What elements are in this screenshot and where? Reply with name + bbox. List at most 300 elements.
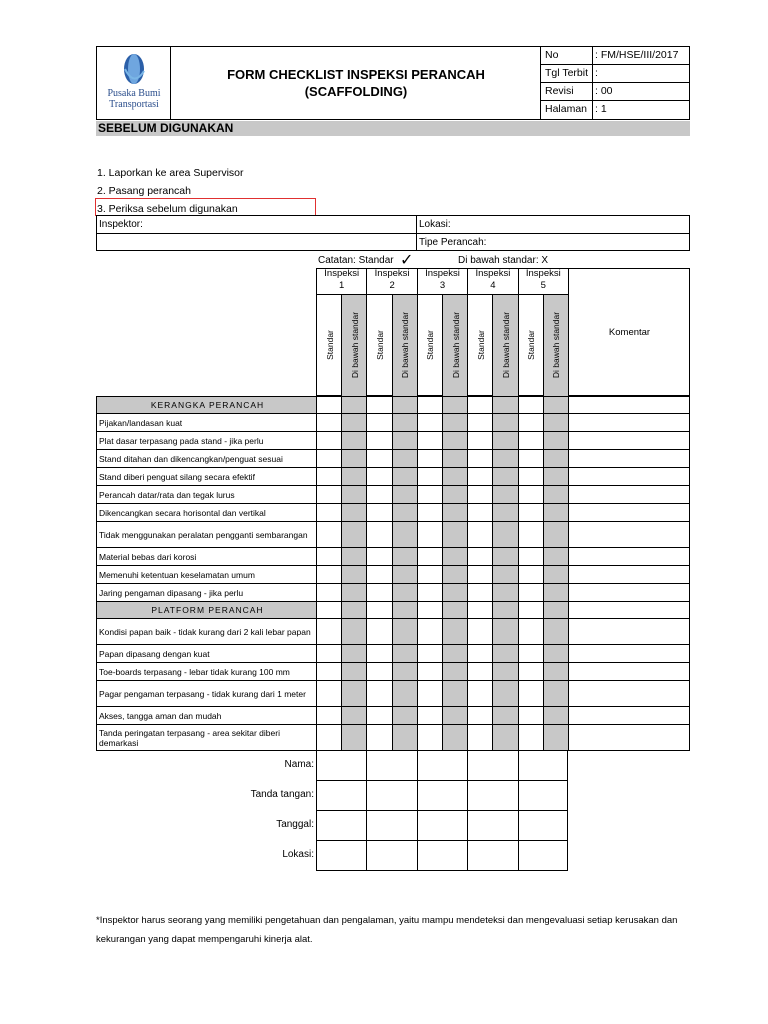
- standar-check-cell[interactable]: [518, 396, 543, 413]
- bawah-standar-check-cell[interactable]: [442, 467, 467, 485]
- check-mark-icon: ✓: [400, 252, 414, 269]
- bawah-standar-check-cell[interactable]: [392, 601, 417, 618]
- standar-check-cell[interactable]: [366, 521, 391, 547]
- bawah-standar-label: Di bawah standar: [501, 311, 511, 379]
- bawah-standar-check-cell[interactable]: [392, 413, 417, 431]
- standar-check-cell[interactable]: [366, 618, 391, 644]
- inspection-header-cell: [518, 268, 568, 294]
- signature-row-label: Lokasi:: [282, 849, 314, 860]
- group-header: KERANGKA PERANCAH: [96, 396, 316, 413]
- komentar-cell[interactable]: [568, 467, 690, 485]
- bawah-standar-check-cell[interactable]: [492, 662, 517, 680]
- checklist-item-label: Stand ditahan dan dikencangkan/penguat sesuai: [96, 449, 316, 467]
- title-line1: FORM CHECKLIST INSPEKSI PERANCAH: [227, 67, 485, 82]
- standar-check-cell[interactable]: [316, 644, 341, 662]
- standar-label: Standar: [475, 330, 486, 360]
- bawah-standar-check-cell[interactable]: [392, 680, 417, 706]
- signature-cell[interactable]: [518, 810, 568, 840]
- bawah-standar-check-cell[interactable]: [492, 565, 517, 583]
- bawah-standar-check-cell[interactable]: [492, 449, 517, 467]
- standar-check-cell[interactable]: [417, 565, 442, 583]
- signature-cell[interactable]: [518, 780, 568, 810]
- standar-check-cell[interactable]: [467, 431, 492, 449]
- standar-check-cell[interactable]: [467, 467, 492, 485]
- bawah-standar-check-cell[interactable]: [442, 413, 467, 431]
- standar-check-cell[interactable]: [467, 601, 492, 618]
- bawah-standar-check-cell[interactable]: [341, 601, 366, 618]
- bawah-standar-check-cell[interactable]: [543, 680, 568, 706]
- komentar-cell[interactable]: [568, 662, 690, 680]
- bawah-standar-check-cell[interactable]: [341, 644, 366, 662]
- komentar-cell[interactable]: [568, 644, 690, 662]
- bawah-standar-check-cell[interactable]: [341, 431, 366, 449]
- inspection-header-cell: [417, 268, 467, 294]
- standar-check-cell[interactable]: [417, 396, 442, 413]
- bawah-standar-check-cell[interactable]: [543, 431, 568, 449]
- bawah-standar-check-cell[interactable]: [442, 449, 467, 467]
- bawah-standar-check-cell[interactable]: [392, 706, 417, 724]
- standar-column-header: [366, 294, 391, 396]
- lokasi-label: Lokasi:: [419, 219, 451, 230]
- inspection-number: 3: [439, 280, 446, 291]
- standar-check-cell[interactable]: [316, 601, 341, 618]
- standar-check-cell[interactable]: [316, 706, 341, 724]
- bawah-standar-check-cell[interactable]: [442, 644, 467, 662]
- komentar-cell[interactable]: [568, 449, 690, 467]
- bawah-standar-check-cell[interactable]: [442, 583, 467, 601]
- standar-check-cell[interactable]: [417, 601, 442, 618]
- signature-cell[interactable]: [417, 750, 467, 780]
- bawah-standar-check-cell[interactable]: [543, 467, 568, 485]
- signature-cell[interactable]: [316, 780, 366, 810]
- bawah-standar-check-cell[interactable]: [341, 662, 366, 680]
- checklist-item-label: Pijakan/landasan kuat: [96, 413, 316, 431]
- bawah-standar-check-cell[interactable]: [341, 521, 366, 547]
- bawah-standar-check-cell[interactable]: [341, 618, 366, 644]
- signature-cell[interactable]: [467, 810, 517, 840]
- standar-check-cell[interactable]: [518, 521, 543, 547]
- standar-column-header: [518, 294, 543, 396]
- bawah-standar-check-cell[interactable]: [492, 413, 517, 431]
- standar-check-cell[interactable]: [417, 449, 442, 467]
- standar-check-cell[interactable]: [417, 724, 442, 750]
- signature-row-label: Tanggal:: [276, 819, 314, 830]
- bawah-standar-check-cell[interactable]: [442, 431, 467, 449]
- bawah-standar-check-cell[interactable]: [341, 485, 366, 503]
- checklist-item-label: Jaring pengaman dipasang - jika perlu: [96, 583, 316, 601]
- komentar-cell[interactable]: [568, 396, 690, 413]
- bawah-standar-check-cell[interactable]: [543, 521, 568, 547]
- checklist-item-label: Tanda peringatan terpasang - area sekitar diberi demarkasi: [96, 724, 316, 750]
- standar-check-cell[interactable]: [366, 583, 391, 601]
- meta-value: : FM/HSE/III/2017: [595, 49, 679, 61]
- standar-label: Standar: [526, 330, 537, 360]
- bawah-standar-check-cell[interactable]: [492, 618, 517, 644]
- komentar-cell[interactable]: [568, 565, 690, 583]
- standar-check-cell[interactable]: [518, 706, 543, 724]
- bawah-standar-check-cell[interactable]: [392, 521, 417, 547]
- standar-check-cell[interactable]: [518, 680, 543, 706]
- bawah-standar-check-cell[interactable]: [492, 467, 517, 485]
- meta-value: : 1: [595, 103, 607, 115]
- bawah-standar-check-cell[interactable]: [492, 431, 517, 449]
- komentar-cell[interactable]: [568, 413, 690, 431]
- bawah-standar-check-cell[interactable]: [392, 449, 417, 467]
- bawah-standar-check-cell[interactable]: [442, 396, 467, 413]
- bawah-standar-check-cell[interactable]: [341, 583, 366, 601]
- komentar-cell[interactable]: [568, 503, 690, 521]
- footnote-line1: *Inspektor harus seorang yang memiliki pengetahuan dan pengalaman, yaitu mampu mendeteksi dan mengevaluasi setiap kerusakan dan: [96, 915, 678, 926]
- meta-value: :: [595, 67, 598, 79]
- bawah-standar-check-cell[interactable]: [341, 449, 366, 467]
- inspection-header-cell: [366, 268, 416, 294]
- bawah-standar-check-cell[interactable]: [392, 565, 417, 583]
- signature-cell[interactable]: [518, 750, 568, 780]
- checklist-item-label: Stand diberi penguat silang secara efektif: [96, 467, 316, 485]
- standar-check-cell[interactable]: [467, 680, 492, 706]
- bawah-standar-check-cell[interactable]: [543, 706, 568, 724]
- standar-check-cell[interactable]: [467, 618, 492, 644]
- standar-check-cell[interactable]: [417, 413, 442, 431]
- standar-check-cell[interactable]: [467, 706, 492, 724]
- standar-check-cell[interactable]: [366, 449, 391, 467]
- bawah-standar-check-cell[interactable]: [392, 547, 417, 565]
- standar-check-cell[interactable]: [316, 583, 341, 601]
- standar-check-cell[interactable]: [366, 396, 391, 413]
- inspection-header-cell: [316, 268, 366, 294]
- standar-check-cell[interactable]: [417, 521, 442, 547]
- standar-check-cell[interactable]: [316, 485, 341, 503]
- signature-cell[interactable]: [467, 750, 517, 780]
- checklist-item-label: Papan dipasang dengan kuat: [96, 644, 316, 662]
- standar-check-cell[interactable]: [518, 547, 543, 565]
- standar-check-cell[interactable]: [417, 431, 442, 449]
- standar-check-cell[interactable]: [467, 485, 492, 503]
- standar-check-cell[interactable]: [316, 565, 341, 583]
- inspection-number: 4: [490, 280, 496, 291]
- standar-check-cell[interactable]: [518, 724, 543, 750]
- bawah-standar-check-cell[interactable]: [442, 706, 467, 724]
- meta-value: : 00: [595, 85, 613, 97]
- standar-column-header: [417, 294, 442, 396]
- bawah-standar-check-cell[interactable]: [392, 503, 417, 521]
- bawah-standar-check-cell[interactable]: [442, 618, 467, 644]
- bawah-standar-check-cell[interactable]: [442, 662, 467, 680]
- standar-check-cell[interactable]: [518, 431, 543, 449]
- bawah-standar-check-cell[interactable]: [442, 724, 467, 750]
- standar-check-cell[interactable]: [366, 601, 391, 618]
- step-item: 1. Laporkan ke area Supervisor: [97, 167, 244, 179]
- section-title: SEBELUM DIGUNAKAN: [96, 121, 690, 136]
- standar-check-cell[interactable]: [518, 618, 543, 644]
- bawah-standar-check-cell[interactable]: [543, 618, 568, 644]
- bawah-standar-column-header: [492, 294, 517, 396]
- bawah-standar-check-cell[interactable]: [341, 396, 366, 413]
- meta-key: No: [541, 47, 593, 64]
- bawah-standar-check-cell[interactable]: [543, 547, 568, 565]
- table-left-border: [96, 396, 97, 750]
- bawah-standar-check-cell[interactable]: [543, 601, 568, 618]
- bawah-standar-label: Di bawah standar: [551, 311, 562, 379]
- standar-check-cell[interactable]: [518, 503, 543, 521]
- bawah-standar-label: Di bawah standar: [400, 311, 411, 379]
- bawah-standar-check-cell[interactable]: [442, 521, 467, 547]
- standar-check-cell[interactable]: [417, 467, 442, 485]
- standar-label: Standar: [324, 330, 335, 360]
- standar-check-cell[interactable]: [316, 396, 341, 413]
- standar-check-cell[interactable]: [518, 662, 543, 680]
- bawah-standar-check-cell[interactable]: [543, 644, 568, 662]
- checklist-item-label: Pagar pengaman terpasang - tidak kurang dari 1 meter: [96, 680, 316, 706]
- company-name-line1: Pusaka Bumi: [107, 88, 161, 99]
- bawah-standar-check-cell[interactable]: [543, 413, 568, 431]
- standar-check-cell[interactable]: [467, 449, 492, 467]
- bawah-standar-check-cell[interactable]: [392, 644, 417, 662]
- standar-column-header: [467, 294, 492, 396]
- bawah-standar-check-cell[interactable]: [442, 503, 467, 521]
- standar-check-cell[interactable]: [518, 449, 543, 467]
- bawah-standar-check-cell[interactable]: [341, 680, 366, 706]
- step-item: 3. Periksa sebelum digunakan: [97, 203, 238, 215]
- title-line2: (SCAFFOLDING): [304, 84, 408, 99]
- checklist-item-label: Perancah datar/rata dan tegak lurus: [96, 485, 316, 503]
- step-item: 2. Pasang perancah: [97, 185, 191, 197]
- bawah-standar-check-cell[interactable]: [341, 565, 366, 583]
- tipe-perancah-label: Tipe Perancah:: [419, 237, 487, 248]
- standar-check-cell[interactable]: [316, 662, 341, 680]
- bawah-standar-check-cell[interactable]: [492, 724, 517, 750]
- signature-cell[interactable]: [366, 810, 416, 840]
- standar-check-cell[interactable]: [366, 565, 391, 583]
- meta-key: Halaman: [541, 101, 593, 119]
- group-header: PLATFORM PERANCAH: [96, 601, 316, 618]
- bawah-standar-check-cell[interactable]: [341, 706, 366, 724]
- bawah-standar-check-cell[interactable]: [492, 601, 517, 618]
- standar-check-cell[interactable]: [366, 706, 391, 724]
- komentar-cell[interactable]: [568, 431, 690, 449]
- standar-check-cell[interactable]: [467, 547, 492, 565]
- bawah-standar-column-header: [442, 294, 467, 396]
- standar-check-cell[interactable]: [417, 680, 442, 706]
- signature-cell[interactable]: [366, 750, 416, 780]
- signature-row-label: Tanda tangan:: [250, 789, 314, 800]
- bawah-standar-check-cell[interactable]: [543, 583, 568, 601]
- bawah-standar-check-cell[interactable]: [543, 662, 568, 680]
- bawah-standar-check-cell[interactable]: [392, 485, 417, 503]
- inspection-number: 1: [339, 280, 345, 291]
- inspection-label: Inspeksi: [525, 268, 561, 279]
- inspektor-label: Inspektor:: [99, 219, 143, 230]
- komentar-cell[interactable]: [568, 724, 690, 750]
- standar-check-cell[interactable]: [518, 413, 543, 431]
- komentar-cell[interactable]: [568, 706, 690, 724]
- standar-check-cell[interactable]: [518, 644, 543, 662]
- standar-check-cell[interactable]: [316, 413, 341, 431]
- checklist-item-label: Akses, tangga aman dan mudah: [96, 706, 316, 724]
- inspection-number: 5: [540, 280, 546, 291]
- standar-check-cell[interactable]: [467, 521, 492, 547]
- signature-cell[interactable]: [467, 780, 517, 810]
- standar-check-cell[interactable]: [366, 680, 391, 706]
- standar-check-cell[interactable]: [366, 547, 391, 565]
- bawah-standar-check-cell[interactable]: [492, 547, 517, 565]
- komentar-cell[interactable]: [568, 521, 690, 547]
- standar-column-header: [316, 294, 341, 396]
- bawah-standar-check-cell[interactable]: [492, 644, 517, 662]
- catatan-note: Catatan: Standar: [318, 255, 394, 266]
- standar-check-cell[interactable]: [366, 467, 391, 485]
- footnote-line2: kekurangan yang dapat mempengaruhi kinerja alat.: [96, 934, 313, 945]
- standar-check-cell[interactable]: [366, 485, 391, 503]
- footnote: [96, 911, 696, 949]
- standar-check-cell[interactable]: [316, 521, 341, 547]
- standar-check-cell[interactable]: [366, 431, 391, 449]
- bawah-standar-check-cell[interactable]: [341, 724, 366, 750]
- bawah-standar-check-cell[interactable]: [543, 396, 568, 413]
- standar-check-cell[interactable]: [366, 644, 391, 662]
- signature-cell[interactable]: [417, 780, 467, 810]
- bawah-standar-check-cell[interactable]: [492, 680, 517, 706]
- komentar-cell[interactable]: [568, 485, 690, 503]
- standar-label: Standar: [375, 330, 385, 360]
- standar-check-cell[interactable]: [316, 431, 341, 449]
- bawah-standar-check-cell[interactable]: [492, 485, 517, 503]
- standar-check-cell[interactable]: [467, 503, 492, 521]
- checklist-item-label: Toe-boards terpasang - lebar tidak kurang 100 mm: [96, 662, 316, 680]
- signature-bottom-border: [316, 870, 568, 871]
- checklist-item-label: Plat dasar terpasang pada stand - jika perlu: [96, 431, 316, 449]
- standar-check-cell[interactable]: [518, 583, 543, 601]
- bawah-standar-check-cell[interactable]: [442, 547, 467, 565]
- bawah-standar-check-cell[interactable]: [543, 503, 568, 521]
- komentar-cell[interactable]: [568, 583, 690, 601]
- signature-cell[interactable]: [366, 780, 416, 810]
- meta-key: Revisi: [541, 83, 593, 100]
- bawah-standar-check-cell[interactable]: [492, 583, 517, 601]
- standar-check-cell[interactable]: [518, 485, 543, 503]
- checklist-item-label: Tidak menggunakan peralatan pengganti sembarangan: [96, 521, 316, 547]
- standar-check-cell[interactable]: [366, 662, 391, 680]
- bawah-standar-check-cell[interactable]: [341, 467, 366, 485]
- signature-cell[interactable]: [316, 840, 366, 870]
- bawah-standar-check-cell[interactable]: [492, 706, 517, 724]
- checklist-item-label: Kondisi papan baik - tidak kurang dari 2 kali lebar papan: [96, 618, 316, 644]
- standar-check-cell[interactable]: [417, 644, 442, 662]
- standar-check-cell[interactable]: [316, 503, 341, 521]
- bawah-standar-check-cell[interactable]: [341, 413, 366, 431]
- standar-check-cell[interactable]: [467, 583, 492, 601]
- bawah-standar-check-cell[interactable]: [341, 547, 366, 565]
- inspection-number: 2: [389, 280, 395, 291]
- standar-check-cell[interactable]: [518, 601, 543, 618]
- standar-check-cell[interactable]: [518, 565, 543, 583]
- bawah-standar-check-cell[interactable]: [543, 485, 568, 503]
- standar-check-cell[interactable]: [366, 503, 391, 521]
- bawah-standar-check-cell[interactable]: [392, 662, 417, 680]
- standar-check-cell[interactable]: [316, 618, 341, 644]
- standar-check-cell[interactable]: [467, 396, 492, 413]
- company-name-line2: Transportasi: [109, 99, 159, 110]
- bawah-standar-check-cell[interactable]: [492, 396, 517, 413]
- standar-check-cell[interactable]: [417, 618, 442, 644]
- standar-check-cell[interactable]: [417, 583, 442, 601]
- signature-cell[interactable]: [316, 810, 366, 840]
- standar-check-cell[interactable]: [316, 547, 341, 565]
- bawah-standar-check-cell[interactable]: [492, 503, 517, 521]
- standar-check-cell[interactable]: [467, 565, 492, 583]
- bawah-standar-check-cell[interactable]: [543, 724, 568, 750]
- standar-check-cell[interactable]: [518, 467, 543, 485]
- standar-check-cell[interactable]: [417, 706, 442, 724]
- standar-check-cell[interactable]: [417, 503, 442, 521]
- bawah-standar-check-cell[interactable]: [392, 724, 417, 750]
- bawah-standar-label: Di bawah standar: [349, 311, 360, 379]
- standar-check-cell[interactable]: [467, 644, 492, 662]
- standar-check-cell[interactable]: [366, 724, 391, 750]
- komentar-cell[interactable]: [568, 618, 690, 644]
- bawah-standar-check-cell[interactable]: [392, 618, 417, 644]
- bawah-standar-check-cell[interactable]: [392, 431, 417, 449]
- meta-key: Tgl Terbit: [541, 65, 593, 82]
- inspection-label: Inspeksi: [425, 268, 460, 279]
- signature-cell[interactable]: [518, 840, 568, 870]
- signature-cell[interactable]: [467, 840, 517, 870]
- komentar-header: Komentar: [568, 268, 690, 396]
- signature-cell[interactable]: [417, 840, 467, 870]
- standar-check-cell[interactable]: [467, 413, 492, 431]
- signature-cell[interactable]: [366, 840, 416, 870]
- bawah-standar-check-cell[interactable]: [341, 503, 366, 521]
- signature-cell[interactable]: [316, 750, 366, 780]
- bawah-standar-check-cell[interactable]: [442, 601, 467, 618]
- bawah-standar-column-header: [543, 294, 568, 396]
- standar-label: Standar: [425, 330, 436, 360]
- bawah-standar-column-header: [392, 294, 417, 396]
- standar-check-cell[interactable]: [316, 449, 341, 467]
- bawah-standar-check-cell[interactable]: [543, 449, 568, 467]
- bawah-standar-label: Di bawah standar: [450, 311, 461, 379]
- standar-check-cell[interactable]: [316, 467, 341, 485]
- inspection-label: Inspeksi: [324, 268, 360, 279]
- komentar-cell[interactable]: [568, 680, 690, 706]
- bawah-standar-check-cell[interactable]: [492, 521, 517, 547]
- bawah-standar-check-cell[interactable]: [442, 485, 467, 503]
- bawah-standar-column-header: [341, 294, 366, 396]
- bawah-standar-note: Di bawah standar: X: [458, 255, 549, 266]
- signature-cell[interactable]: [417, 810, 467, 840]
- standar-check-cell[interactable]: [316, 724, 341, 750]
- standar-check-cell[interactable]: [467, 662, 492, 680]
- standar-check-cell[interactable]: [417, 547, 442, 565]
- bawah-standar-check-cell[interactable]: [543, 565, 568, 583]
- signature-row-label: Nama:: [284, 759, 314, 770]
- komentar-cell[interactable]: [568, 601, 690, 618]
- bawah-standar-check-cell[interactable]: [442, 680, 467, 706]
- bawah-standar-check-cell[interactable]: [392, 396, 417, 413]
- bawah-standar-check-cell[interactable]: [392, 583, 417, 601]
- standar-check-cell[interactable]: [316, 680, 341, 706]
- komentar-cell[interactable]: [568, 547, 690, 565]
- bawah-standar-check-cell[interactable]: [392, 467, 417, 485]
- bawah-standar-check-cell[interactable]: [442, 565, 467, 583]
- inspection-label: Inspeksi: [374, 268, 410, 279]
- standar-check-cell[interactable]: [417, 662, 442, 680]
- checklist-item-label: Dikencangkan secara horisontal dan vertikal: [96, 503, 316, 521]
- standar-check-cell[interactable]: [417, 485, 442, 503]
- inspection-label: Inspeksi: [475, 268, 511, 279]
- standar-check-cell[interactable]: [366, 413, 391, 431]
- standar-check-cell[interactable]: [467, 724, 492, 750]
